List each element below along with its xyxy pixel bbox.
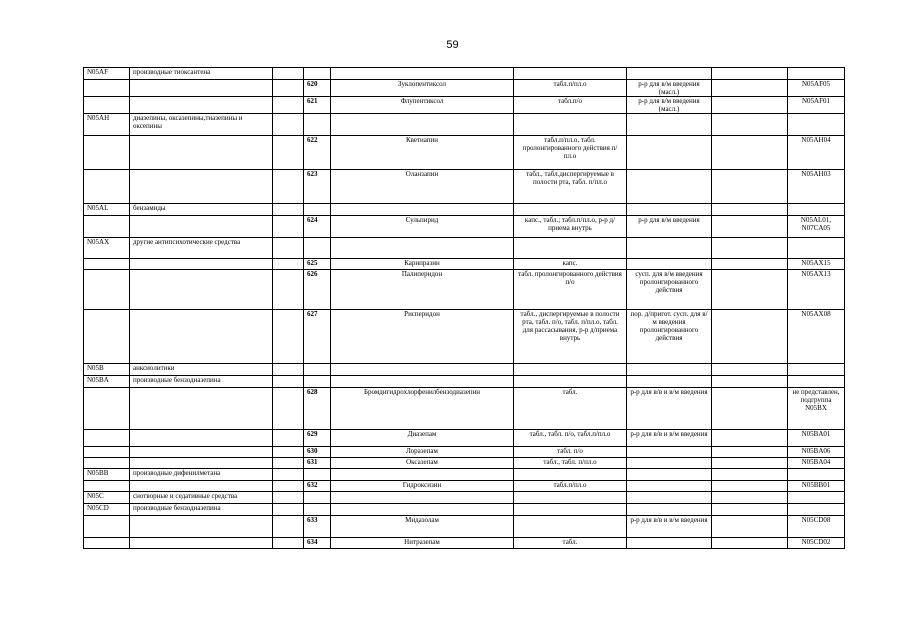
form2-cell — [627, 114, 712, 136]
drug-name: Нитразепам — [331, 538, 514, 549]
spacer-cell — [273, 310, 304, 364]
drug-number: 621 — [304, 97, 331, 114]
drug-form-injection — [627, 538, 712, 549]
group-cell — [130, 270, 273, 310]
atc-code: N05AF05 — [788, 80, 845, 97]
empty-cell — [712, 170, 788, 204]
group-cell — [130, 216, 273, 238]
form2-cell — [627, 238, 712, 259]
drug-form: табл. — [514, 538, 627, 549]
code-cell — [84, 481, 130, 492]
form-cell — [514, 469, 627, 481]
drug-form-injection — [627, 481, 712, 492]
drug-form: капс., табл.; табл.п/пл.о, р-р д/приема внутрь — [514, 216, 627, 238]
spacer-cell — [273, 481, 304, 492]
group-row — [84, 364, 845, 376]
drug-form-injection: пор. д/пригот. сусп. для в/м введения пролонгированного действия — [627, 310, 712, 364]
drug-name: Диазепам — [331, 430, 514, 447]
code-cell — [84, 80, 130, 97]
code-cell — [84, 170, 130, 204]
group-row — [84, 492, 845, 504]
empty-cell — [712, 458, 788, 469]
empty-cell — [712, 538, 788, 549]
group-row — [84, 204, 845, 216]
empty-cell — [712, 376, 788, 388]
spacer-cell — [273, 238, 304, 259]
spacer-cell — [273, 469, 304, 481]
name-cell — [331, 364, 514, 376]
atc-cell — [788, 504, 845, 516]
form2-cell — [627, 204, 712, 216]
name-cell — [331, 204, 514, 216]
group-code: N05AX — [84, 238, 130, 259]
drug-number: 629 — [304, 430, 331, 447]
drug-form — [514, 516, 627, 538]
atc-code: N05CD08 — [788, 516, 845, 538]
group-code: N05AL — [84, 204, 130, 216]
drug-form: табл.п/пл.о — [514, 481, 627, 492]
spacer-cell — [273, 170, 304, 204]
drug-name: Бромдигидрохлорфенилбензодиазепин — [331, 388, 514, 430]
group-name: производные дифенилметана — [130, 469, 273, 481]
atc-code: N05AL01, N07CA05 — [788, 216, 845, 238]
empty-cell — [712, 388, 788, 430]
code-cell — [84, 447, 130, 458]
group-cell — [130, 388, 273, 430]
empty-cell — [712, 114, 788, 136]
drug-form-injection: сусп. для в/м введения пролонгированного действия — [627, 270, 712, 310]
drug-form: табл. п/о — [514, 447, 627, 458]
spacer-cell — [273, 538, 304, 549]
spacer-cell — [273, 259, 304, 270]
drug-row — [84, 270, 845, 310]
form-cell — [514, 204, 627, 216]
drug-row — [84, 80, 845, 97]
empty-cell — [712, 97, 788, 114]
drug-form: капс. — [514, 259, 627, 270]
code-cell — [84, 458, 130, 469]
drug-number: 628 — [304, 388, 331, 430]
form-cell — [514, 492, 627, 504]
group-code: N05C — [84, 492, 130, 504]
group-name: другие антипсихотические средства — [130, 238, 273, 259]
form2-cell — [627, 364, 712, 376]
group-name: диазепины, оксазепины,тиазепины и оксепины — [130, 114, 273, 136]
empty-cell — [712, 270, 788, 310]
name-cell — [331, 376, 514, 388]
drug-row — [84, 447, 845, 458]
drug-row — [84, 310, 845, 364]
form2-cell — [627, 376, 712, 388]
drug-row — [84, 538, 845, 549]
group-code: N05CD — [84, 504, 130, 516]
drug-form: табл. — [514, 388, 627, 430]
drug-table — [83, 67, 845, 549]
empty-cell — [712, 238, 788, 259]
spacer-cell — [273, 376, 304, 388]
drug-form-injection — [627, 259, 712, 270]
spacer-cell — [273, 430, 304, 447]
spacer-cell — [273, 270, 304, 310]
empty-cell — [712, 80, 788, 97]
group-code: N05AF — [84, 68, 130, 80]
atc-cell — [788, 204, 845, 216]
empty-cell — [712, 68, 788, 80]
number-cell — [304, 68, 331, 80]
page-number: 59 — [446, 39, 459, 51]
drug-row — [84, 388, 845, 430]
drug-row — [84, 97, 845, 114]
atc-code: N05AH04 — [788, 136, 845, 170]
form2-cell — [627, 68, 712, 80]
drug-name: Палиперидон — [331, 270, 514, 310]
code-cell — [84, 136, 130, 170]
group-cell — [130, 259, 273, 270]
empty-cell — [712, 504, 788, 516]
spacer-cell — [273, 492, 304, 504]
atc-code: N05BB01 — [788, 481, 845, 492]
drug-row — [84, 481, 845, 492]
empty-cell — [712, 492, 788, 504]
drug-number: 626 — [304, 270, 331, 310]
group-cell — [130, 516, 273, 538]
number-cell — [304, 204, 331, 216]
spacer-cell — [273, 204, 304, 216]
drug-form: табл.п/о — [514, 97, 627, 114]
atc-cell — [788, 68, 845, 80]
empty-cell — [712, 136, 788, 170]
number-cell — [304, 364, 331, 376]
drug-name: Сульпирид — [331, 216, 514, 238]
name-cell — [331, 68, 514, 80]
drug-form-injection: р-р для в/м введения — [627, 216, 712, 238]
group-cell — [130, 538, 273, 549]
empty-cell — [712, 430, 788, 447]
spacer-cell — [273, 504, 304, 516]
group-cell — [130, 430, 273, 447]
group-row — [84, 469, 845, 481]
atc-code: N05AX13 — [788, 270, 845, 310]
atc-code: N05AX08 — [788, 310, 845, 364]
code-cell — [84, 430, 130, 447]
code-cell — [84, 259, 130, 270]
drug-number: 627 — [304, 310, 331, 364]
atc-code: N05BA01 — [788, 430, 845, 447]
atc-cell — [788, 492, 845, 504]
atc-code: N05AH03 — [788, 170, 845, 204]
name-cell — [331, 238, 514, 259]
empty-cell — [712, 310, 788, 364]
group-cell — [130, 136, 273, 170]
number-cell — [304, 504, 331, 516]
spacer-cell — [273, 458, 304, 469]
drug-number: 625 — [304, 259, 331, 270]
empty-cell — [712, 516, 788, 538]
atc-code: N05CD02 — [788, 538, 845, 549]
atc-cell — [788, 376, 845, 388]
form2-cell — [627, 469, 712, 481]
code-cell — [84, 516, 130, 538]
form-cell — [514, 504, 627, 516]
drug-number: 634 — [304, 538, 331, 549]
spacer-cell — [273, 68, 304, 80]
drug-name: Карипразин — [331, 259, 514, 270]
table-body — [84, 68, 845, 549]
drug-name: Оксазепам — [331, 458, 514, 469]
empty-cell — [712, 364, 788, 376]
group-row — [84, 504, 845, 516]
drug-form: табл., табл. п/пл.о — [514, 458, 627, 469]
empty-cell — [712, 259, 788, 270]
code-cell — [84, 538, 130, 549]
number-cell — [304, 469, 331, 481]
form-cell — [514, 364, 627, 376]
group-name: анксиолитики — [130, 364, 273, 376]
number-cell — [304, 492, 331, 504]
drug-name: Гидроксизин — [331, 481, 514, 492]
form-cell — [514, 376, 627, 388]
spacer-cell — [273, 388, 304, 430]
drug-name: Оланзапин — [331, 170, 514, 204]
drug-name: Флупентиксол — [331, 97, 514, 114]
drug-name: Рисперидон — [331, 310, 514, 364]
atc-cell — [788, 469, 845, 481]
empty-cell — [712, 481, 788, 492]
group-cell — [130, 447, 273, 458]
drug-name: Лоразепам — [331, 447, 514, 458]
drug-row — [84, 136, 845, 170]
number-cell — [304, 238, 331, 259]
drug-name: Зуклопентиксол — [331, 80, 514, 97]
code-cell — [84, 388, 130, 430]
drug-row — [84, 458, 845, 469]
form2-cell — [627, 492, 712, 504]
group-name: производные бензодиазепина — [130, 376, 273, 388]
group-cell — [130, 80, 273, 97]
drug-row — [84, 516, 845, 538]
atc-code: N05BA06 — [788, 447, 845, 458]
code-cell — [84, 216, 130, 238]
drug-row — [84, 259, 845, 270]
code-cell — [84, 270, 130, 310]
drug-number: 632 — [304, 481, 331, 492]
drug-form: табл.п/пл.о, табл. пролонгированного действия п/пл.о — [514, 136, 627, 170]
drug-number: 630 — [304, 447, 331, 458]
drug-form-injection: р-р для в/в и в/м введения — [627, 388, 712, 430]
drug-name: Кветиапин — [331, 136, 514, 170]
drug-row — [84, 170, 845, 204]
drug-form-injection — [627, 170, 712, 204]
group-cell — [130, 458, 273, 469]
name-cell — [331, 469, 514, 481]
group-code: N05BB — [84, 469, 130, 481]
group-row — [84, 376, 845, 388]
group-code: N05B — [84, 364, 130, 376]
drug-name: Мидазолам — [331, 516, 514, 538]
drug-form-injection — [627, 458, 712, 469]
drug-number: 624 — [304, 216, 331, 238]
atc-code: не представлен, подгруппа N05BX — [788, 388, 845, 430]
group-name: производные бензодиазепина — [130, 504, 273, 516]
code-cell — [84, 97, 130, 114]
group-code: N05AH — [84, 114, 130, 136]
atc-cell — [788, 238, 845, 259]
group-name: снотворные и седативные средства — [130, 492, 273, 504]
drug-form-injection — [627, 136, 712, 170]
name-cell — [331, 492, 514, 504]
spacer-cell — [273, 80, 304, 97]
spacer-cell — [273, 136, 304, 170]
drug-number: 633 — [304, 516, 331, 538]
drug-form-injection: р-р для в/в и в/м введения — [627, 516, 712, 538]
empty-cell — [712, 447, 788, 458]
atc-cell — [788, 114, 845, 136]
drug-form-injection: р-р для в/м введения (масл.) — [627, 80, 712, 97]
drug-form-injection — [627, 447, 712, 458]
atc-cell — [788, 364, 845, 376]
spacer-cell — [273, 216, 304, 238]
spacer-cell — [273, 97, 304, 114]
group-row — [84, 238, 845, 259]
atc-code: N05AX15 — [788, 259, 845, 270]
group-code: N05BA — [84, 376, 130, 388]
drug-number: 620 — [304, 80, 331, 97]
number-cell — [304, 114, 331, 136]
drug-form-injection: р-р для в/м введения (масл.) — [627, 97, 712, 114]
drug-form: табл., диспергируемые в полости рта, табл. п/о, табл. п/пл.о, табл. для рассасывания, р-р д/приема внутрь — [514, 310, 627, 364]
empty-cell — [712, 204, 788, 216]
form-cell — [514, 238, 627, 259]
drug-form: табл., табл. п/о, табл.п/пл.о — [514, 430, 627, 447]
group-row — [84, 114, 845, 136]
name-cell — [331, 504, 514, 516]
spacer-cell — [273, 516, 304, 538]
group-cell — [130, 97, 273, 114]
spacer-cell — [273, 364, 304, 376]
drug-form: табл. пролонгированного действия п/о — [514, 270, 627, 310]
group-cell — [130, 170, 273, 204]
empty-cell — [712, 216, 788, 238]
name-cell — [331, 114, 514, 136]
form-cell — [514, 114, 627, 136]
drug-row — [84, 216, 845, 238]
empty-cell — [712, 469, 788, 481]
group-name: бензамиды — [130, 204, 273, 216]
group-cell — [130, 481, 273, 492]
code-cell — [84, 310, 130, 364]
drug-number: 622 — [304, 136, 331, 170]
group-name: производные тиоксантена — [130, 68, 273, 80]
drug-form: табл.п/пл.о — [514, 80, 627, 97]
drug-row — [84, 430, 845, 447]
atc-code: N05BA04 — [788, 458, 845, 469]
drug-number: 623 — [304, 170, 331, 204]
drug-form-injection: р-р для в/в и в/м введения — [627, 430, 712, 447]
drug-form: табл., табл.диспергируемые в полости рта, табл. п/пл.о — [514, 170, 627, 204]
drug-number: 631 — [304, 458, 331, 469]
spacer-cell — [273, 447, 304, 458]
form2-cell — [627, 504, 712, 516]
form-cell — [514, 68, 627, 80]
group-row — [84, 68, 845, 80]
atc-code: N05AF01 — [788, 97, 845, 114]
number-cell — [304, 376, 331, 388]
spacer-cell — [273, 114, 304, 136]
group-cell — [130, 310, 273, 364]
